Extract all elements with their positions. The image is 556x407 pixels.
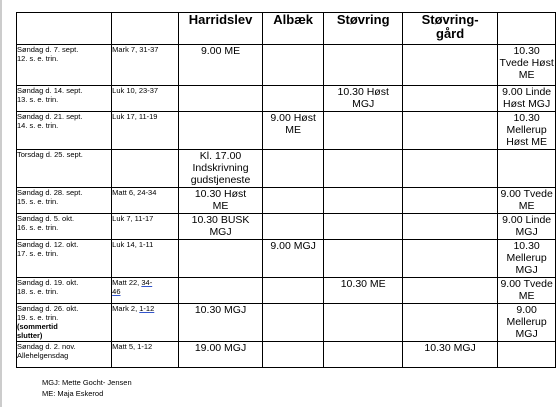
reading-cell — [112, 304, 179, 342]
service-other-cell: 9.00 Mellerup MGJ — [498, 304, 556, 342]
page-edge — [0, 0, 2, 407]
service-other-cell — [498, 342, 556, 368]
service-other-cell: 10.30 Mellerup Høst ME — [498, 112, 556, 150]
service-stovringgaard-cell — [402, 278, 497, 304]
date-text: Søndag d. 26. okt. 19. s. e. trin. — [17, 304, 79, 322]
legend-me: ME: Maja Eskerod — [42, 389, 104, 398]
date-text: Søndag d. 14. sept. 13. s. e. trin. — [17, 86, 83, 104]
service-other-cell: 10.30 Mellerup MGJ — [498, 240, 556, 278]
reading-cell — [112, 278, 179, 304]
header-harridslev: Harridslev — [179, 13, 263, 45]
reading-cell — [112, 150, 179, 188]
service-harridslev-cell — [179, 240, 263, 278]
schedule-row — [17, 342, 556, 368]
service-albaek-cell — [262, 150, 324, 188]
service-stovringgaard-cell — [402, 188, 497, 214]
service-stovring-cell — [324, 188, 403, 214]
header-stovring: Støvring — [324, 13, 403, 45]
reading-text: Luk 14, 1-11 — [112, 240, 154, 249]
schedule-row — [17, 112, 556, 150]
legend-mgj: MGJ: Mette Gocht- Jensen — [42, 378, 132, 387]
service-stovring-cell — [324, 112, 403, 150]
service-stovring-cell: 10.30 ME — [324, 278, 403, 304]
date-text: Søndag d. 12. okt. 17. s. e. trin. — [17, 240, 79, 258]
schedule-row — [17, 278, 556, 304]
schedule-row — [17, 45, 556, 86]
service-stovringgaard-cell — [402, 112, 497, 150]
service-harridslev-cell: 10.30 MGJ — [179, 304, 263, 342]
reading-cell — [112, 112, 179, 150]
schedule-row — [17, 304, 556, 342]
schedule-row — [17, 86, 556, 112]
date-cell — [17, 150, 112, 188]
service-albaek-cell: 9.00 Høst ME — [262, 112, 324, 150]
date-text: Søndag d. 28. sept. 15. s. e. trin. — [17, 188, 83, 206]
reading-cell — [112, 188, 179, 214]
reading-text: Matt 5, 1-12 — [112, 342, 153, 351]
reading-cell — [112, 86, 179, 112]
reading-text: Matt 22, — [112, 278, 142, 287]
service-harridslev-cell: 10.30 Høst ME — [179, 188, 263, 214]
date-cell — [17, 214, 112, 240]
service-other-cell — [498, 150, 556, 188]
service-albaek-cell — [262, 278, 324, 304]
header-other — [498, 13, 556, 45]
service-albaek-cell — [262, 214, 324, 240]
header-albaek: Albæk — [262, 13, 324, 45]
date-cell — [17, 278, 112, 304]
service-stovringgaard-cell — [402, 304, 497, 342]
date-text: Søndag d. 5. okt. 16. s. e. trin. — [17, 214, 75, 232]
service-stovring-cell — [324, 214, 403, 240]
reading-text: Luk 10, 23-37 — [112, 86, 159, 95]
service-albaek-cell: 9.00 MGJ — [262, 240, 324, 278]
service-harridslev-cell: Kl. 17.00 Indskrivning gudstjeneste — [179, 150, 263, 188]
service-other-cell: 9.00 Tvede ME — [498, 188, 556, 214]
reading-text: Mark 7, 31-37 — [112, 45, 159, 54]
schedule-row — [17, 188, 556, 214]
header-text — [112, 13, 179, 45]
schedule-row — [17, 214, 556, 240]
service-harridslev-cell — [179, 112, 263, 150]
service-stovringgaard-cell — [402, 150, 497, 188]
service-albaek-cell — [262, 86, 324, 112]
reading-text: Mark 2, — [112, 304, 140, 313]
schedule-row — [17, 150, 556, 188]
service-albaek-cell — [262, 342, 324, 368]
date-cell — [17, 86, 112, 112]
service-other-cell: 10.30 Tvede Høst ME — [498, 45, 556, 86]
service-stovringgaard-cell: 10.30 MGJ — [402, 342, 497, 368]
reading-link[interactable]: 34- 46 — [112, 278, 153, 296]
header-date — [17, 13, 112, 45]
header-stovringgaard: Støvring- gård — [402, 13, 497, 45]
service-harridslev-cell: 19.00 MGJ — [179, 342, 263, 368]
service-other-cell: 9.00 Linde Høst MGJ — [498, 86, 556, 112]
service-other-cell: 9.00 Tvede ME — [498, 278, 556, 304]
date-cell — [17, 45, 112, 86]
date-cell — [17, 188, 112, 214]
reading-cell — [112, 240, 179, 278]
service-harridslev-cell — [179, 278, 263, 304]
reading-link[interactable]: 1-12 — [139, 304, 155, 313]
service-stovringgaard-cell — [402, 45, 497, 86]
header-row — [17, 13, 556, 45]
date-text: Søndag d. 21. sept. 14. s. e. trin. — [17, 112, 83, 130]
service-albaek-cell — [262, 304, 324, 342]
date-cell — [17, 304, 112, 342]
date-text: Søndag d. 7. sept. 12. s. e. trin. — [17, 45, 79, 63]
service-stovringgaard-cell — [402, 86, 497, 112]
date-text: Torsdag d. 25. sept. — [17, 150, 83, 159]
service-stovring-cell — [324, 150, 403, 188]
reading-cell — [112, 214, 179, 240]
reading-cell — [112, 45, 179, 86]
service-stovring-cell — [324, 304, 403, 342]
service-other-cell: 9.00 Linde MGJ — [498, 214, 556, 240]
service-stovring-cell — [324, 45, 403, 86]
service-harridslev-cell: 9.00 ME — [179, 45, 263, 86]
service-albaek-cell — [262, 188, 324, 214]
date-cell — [17, 112, 112, 150]
reading-text: Luk 17, 11-19 — [112, 112, 158, 121]
reading-text: Luk 7, 11-17 — [112, 214, 154, 223]
schedule-row — [17, 240, 556, 278]
date-text: Søndag d. 2. nov. Allehelgensdag — [17, 342, 76, 360]
service-stovring-cell: 10.30 Høst MGJ — [324, 86, 403, 112]
service-stovringgaard-cell — [402, 214, 497, 240]
service-stovring-cell — [324, 342, 403, 368]
date-note: (sommertid slutter) — [17, 322, 58, 340]
date-text: Søndag d. 19. okt. 18. s. e. trin. — [17, 278, 79, 296]
service-albaek-cell — [262, 45, 324, 86]
reading-cell — [112, 342, 179, 368]
service-schedule-table — [16, 12, 556, 368]
service-stovring-cell — [324, 240, 403, 278]
date-cell — [17, 240, 112, 278]
service-stovringgaard-cell — [402, 240, 497, 278]
date-cell — [17, 342, 112, 368]
reading-text: Matt 6, 24-34 — [112, 188, 157, 197]
service-harridslev-cell: 10.30 BUSK MGJ — [179, 214, 263, 240]
service-harridslev-cell — [179, 86, 263, 112]
